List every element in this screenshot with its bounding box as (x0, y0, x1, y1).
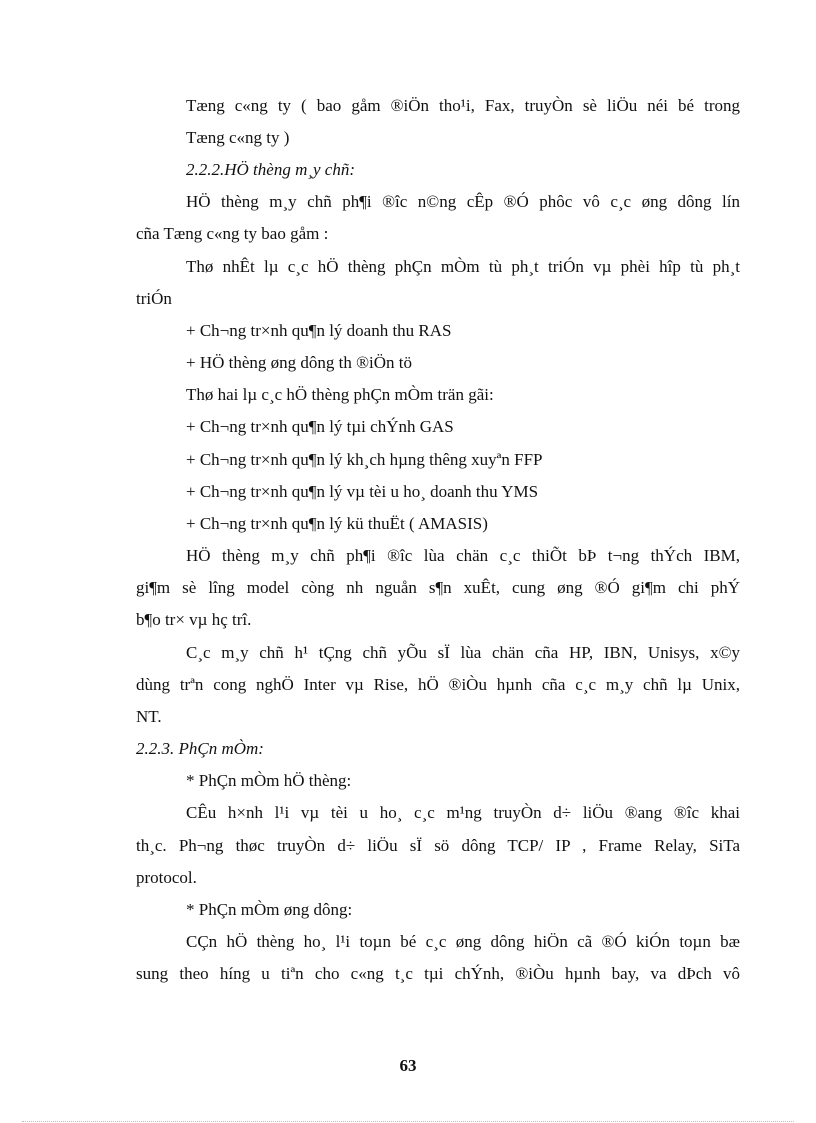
body-line: triÓn (136, 289, 172, 308)
body-line: HÖ thèng m¸y chñ ph¶i ®îc n©ng cÊp ®Ó phôc vô c¸c øng dông lín (186, 192, 740, 211)
body-line: Thø hai lµ c¸c hÖ thèng phÇn mÒm trän gãi: (186, 385, 494, 404)
body-line: CÊu h×nh l¹i vµ tèi u ho¸ c¸c m¹ng truyÒn d÷ liÖu ®ang ®îc khai (186, 803, 740, 822)
list-item: + Ch¬ng tr×nh qu¶n lý vµ tèi u ho¸ doanh thu YMS (186, 482, 539, 501)
body-line: NT. (136, 707, 162, 726)
body-line: Tæng c«ng ty ( bao gåm ®iÖn tho¹i, Fax, truyÒn sè liÖu néi bé trong (186, 96, 740, 115)
page-bottom-divider (22, 1121, 794, 1122)
sub-heading: * PhÇn mÒm øng dông: (186, 900, 353, 919)
list-item: + Ch¬ng tr×nh qu¶n lý kh¸ch hµng thêng xuyªn FFP (186, 450, 543, 469)
body-line: CÇn hÖ thèng ho¸ l¹i toµn bé c¸c øng dông hiÖn cã ®Ó kiÓn toµn bæ (186, 932, 740, 951)
sub-heading: * PhÇn mÒm hÖ thèng: (186, 771, 352, 790)
section-heading: 2.2.3. PhÇn mÒm: (136, 739, 264, 758)
body-line: dùng trªn cong nghÖ Inter vµ Rise, hÖ ®iÒu hµnh cña c¸c m¸y chñ lµ Unix, (136, 675, 740, 694)
list-item: + Ch¬ng tr×nh qu¶n lý doanh thu RAS (186, 321, 452, 340)
list-item: + Ch¬ng tr×nh qu¶n lý kü thuËt ( AMASIS) (186, 514, 488, 533)
body-line: b¶o tr× vµ hç trî. (136, 610, 252, 629)
section-heading: 2.2.2.HÖ thèng m¸y chñ: (186, 160, 356, 179)
body-line: Tæng c«ng ty ) (186, 128, 290, 147)
body-line: cña Tæng c«ng ty bao gåm : (136, 224, 329, 243)
body-line: HÖ thèng m¸y chñ ph¶i ®îc lùa chän c¸c thiÕt bÞ t¬ng thÝch IBM, (186, 546, 740, 565)
body-line: protocol. (136, 868, 197, 887)
page-number: 63 (399, 1056, 417, 1075)
list-item: + HÖ thèng øng dông th ®iÖn tö (186, 353, 413, 372)
body-line: sung theo híng u tiªn cho c«ng t¸c tµi chÝnh, ®iÒu hµnh bay, va dÞch vô (136, 964, 740, 983)
body-line: th¸c. Ph¬ng thøc truyÒn d÷ liÖu sÏ sö dông TCP/ IP , Frame Relay, SiTa (136, 836, 740, 855)
body-line: gi¶m sè lîng model còng nh nguån s¶n xuÊt, cung øng ®Ó gi¶m chi phÝ (136, 578, 740, 597)
body-line: C¸c m¸y chñ h¹ tÇng chñ yÕu sÏ lùa chän cña HP, IBN, Unisys, x©y (186, 643, 740, 662)
body-line: Thø nhÊt lµ c¸c hÖ thèng phÇn mÒm tù ph¸t triÓn vµ phèi hîp tù ph¸t (186, 257, 740, 276)
list-item: + Ch¬ng tr×nh qu¶n lý tµi chÝnh GAS (186, 417, 454, 436)
